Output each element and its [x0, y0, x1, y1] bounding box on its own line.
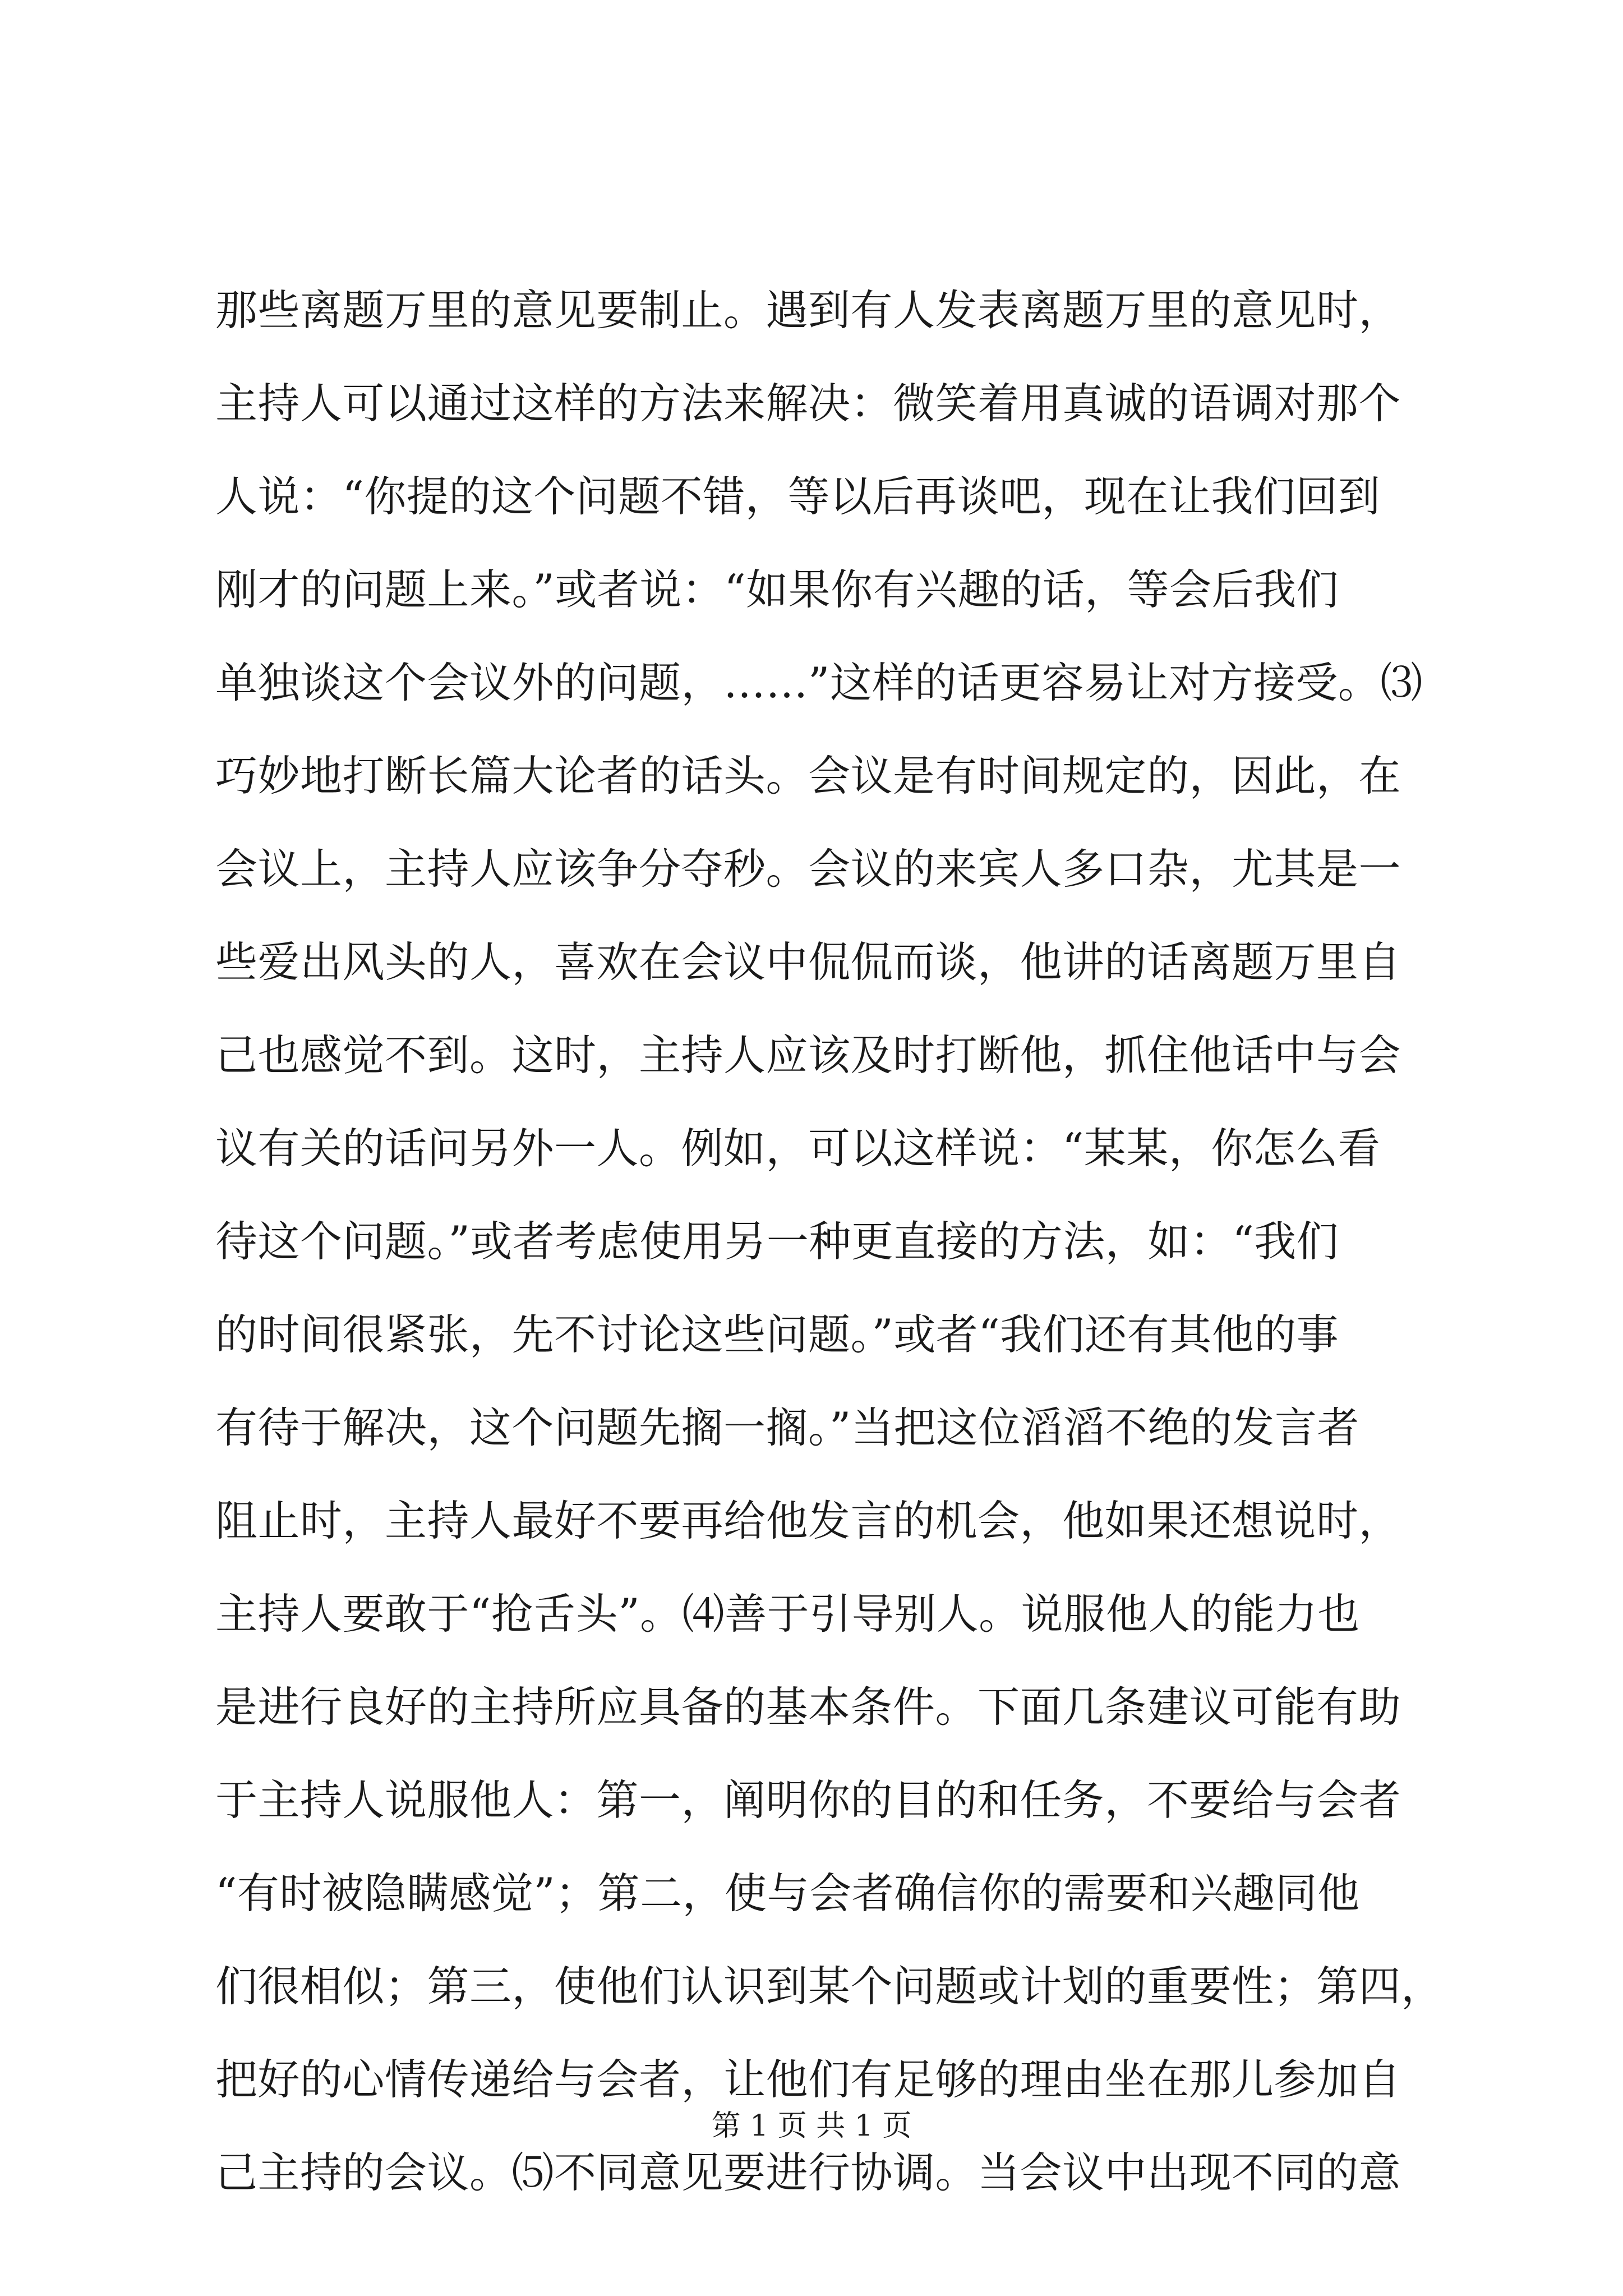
text-line: 巧妙地打断长篇大论者的话头。会议是有时间规定的，因此，在	[215, 751, 1401, 800]
text-line: 主持人可以通过这样的方法来解决：微笑着用真诚的语调对那个	[215, 379, 1401, 428]
page-footer: 第 1 页 共 1 页	[711, 2109, 912, 2143]
text-line: 主持人要敢于“抢舌头”。⑷善于引导别人。说服他人的能力也	[215, 1589, 1360, 1639]
text-line: 是进行良好的主持所应具备的基本条件。下面几条建议可能有助	[215, 1682, 1401, 1732]
text-line: 会议上，主持人应该争分夺秒。会议的来宾人多口杂，尤其是一	[215, 844, 1401, 894]
text-line: 人说：“你提的这个问题不错，等以后再谈吧，现在让我们回到	[215, 472, 1381, 521]
body-text	[215, 264, 1477, 2219]
text-line: 们很相似；第三，使他们认识到某个问题或计划的重要性；第四，	[215, 1962, 1444, 2011]
text-line: 刚才的问题上来。”或者说：“如果你有兴趣的话，等会后我们	[215, 565, 1339, 614]
text-line: 己主持的会议。⑸不同意见要进行协调。当会议中出现不同的意	[215, 2148, 1401, 2197]
text-line: 单独谈这个会议外的问题，……”这样的话更容易让对方接受。⑶	[215, 658, 1423, 707]
text-line: 议有关的话问另外一人。例如，可以这样说：“某某，你怎么看	[215, 1124, 1381, 1173]
text-line: “有时被隐瞒感觉”；第二，使与会者确信你的需要和兴趣同他	[215, 1869, 1360, 1918]
text-line: 有待于解决，这个问题先搁一搁。”当把这位滔滔不绝的发言者	[215, 1403, 1359, 1452]
text-line: 待这个问题。”或者考虑使用另一种更直接的方法，如：“我们	[215, 1217, 1339, 1266]
text-line: 些爱出风头的人，喜欢在会议中侃侃而谈，他讲的话离题万里自	[215, 937, 1401, 987]
text-line: 阻止时，主持人最好不要再给他发言的机会，他如果还想说时，	[215, 1496, 1401, 1545]
text-line: 己也感觉不到。这时，主持人应该及时打断他，抓住他话中与会	[215, 1030, 1401, 1080]
text-line: 于主持人说服他人：第一，阐明你的目的和任务，不要给与会者	[215, 1775, 1401, 1825]
text-line: 那些离题万里的意见要制止。遇到有人发表离题万里的意见时，	[215, 286, 1401, 335]
text-line: 的时间很紧张，先不讨论这些问题。”或者“我们还有其他的事	[215, 1310, 1339, 1359]
text-line: 把好的心情传递给与会者，让他们有足够的理由坐在那儿参加自	[215, 2055, 1401, 2104]
